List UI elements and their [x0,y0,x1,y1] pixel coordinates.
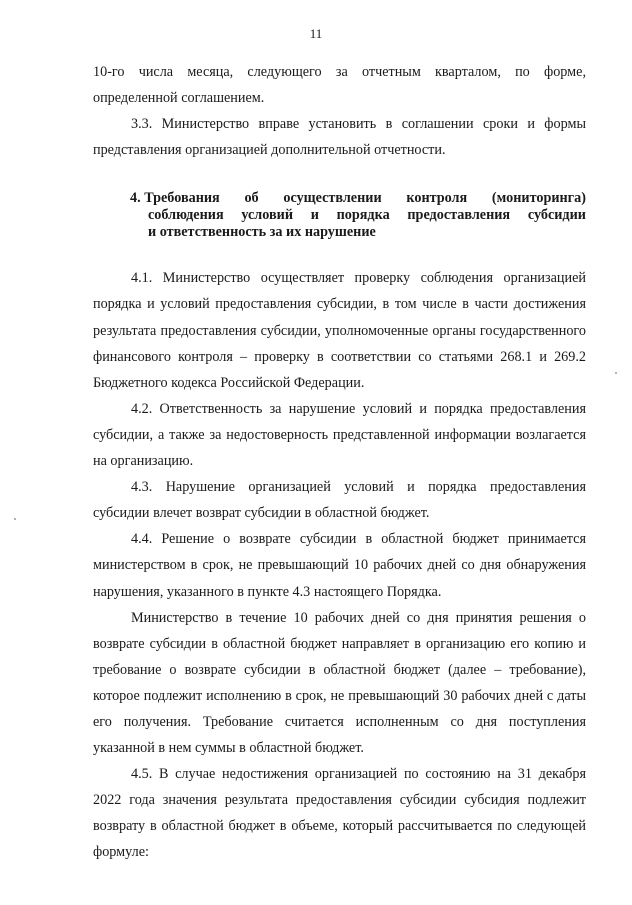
paragraph-3-3: 3.3. Министерство вправе установить в соглашении сроки и формы представления организацией дополнительной отчетности. [93,116,586,159]
heading-word: осуществлении [283,190,382,207]
paragraph-4-1: 4.1. Министерство осуществляет проверку соблюдения организацией порядка и условий предоставления субсидии, в том числе в части достижения результата предоставления субсидии, уполномоченные органы государственного финансового контроля – проверку в соответствии со статьями 268.1 и 269.2 Бюджетного кодекса Российской Федерации. [93,270,586,391]
paragraph-4-2: 4.2. Ответственность за нарушение условий и порядка предоставления субсидии, а также за недостоверность представленной информации возлагается на организацию. [93,400,586,470]
heading-word: условий [241,207,293,224]
heading-word: (мониторинга) [491,190,586,207]
scan-speck [14,518,16,520]
heading-word: порядка [336,207,390,224]
heading-word: Требования [144,190,220,207]
heading-line-2 [130,207,586,224]
heading-line-1 [130,190,586,207]
paragraph-continuation: 10-го числа месяца, следующего за отчетным кварталом, по форме, определенной соглашением. [93,64,586,107]
heading-line-3: и ответственность за их нарушение [148,224,376,241]
heading-word: контроля [406,190,468,207]
paragraph-4-4-continued: Министерство в течение 10 рабочих дней со дня принятия решения о возврате субсидии в областной бюджет направляет в организацию его копию и требование о возврате субсидии в областной бюджет (далее – требование), которое подлежит исполнению в срок, не превышающий 30 рабочих дней с даты его получения. Требование считается исполненным со дня поступления указанной в нем суммы в областной бюджет. [93,609,586,757]
section-heading [130,190,586,241]
page-number: 11 [309,26,323,41]
paragraph-4-3: 4.3. Нарушение организацией условий и порядка предоставления субсидии влечет возврат субсидии в областной бюджет. [93,479,586,522]
heading-word: соблюдения [148,207,224,224]
scan-speck [615,372,617,374]
heading-number: 4. [130,190,141,207]
heading-word: субсидии [527,207,586,224]
heading-word: об [244,190,259,207]
paragraph-4-4: 4.4. Решение о возврате субсидии в областной бюджет принимается министерством в срок, не превышающий 10 рабочих дней со дня обнаружения нарушения, указанного в пункте 4.3 настоящего Порядка. [93,531,586,600]
document-body [93,59,586,866]
heading-word: и [310,207,319,224]
heading-word: предоставления [407,207,511,224]
paragraph-4-5: 4.5. В случае недостижения организацией по состоянию на 31 декабря 2022 года значения результата предоставления субсидии субсидия подлежит возврату в областной бюджет в объеме, который рассчитывается по следующей формуле: [93,766,586,861]
